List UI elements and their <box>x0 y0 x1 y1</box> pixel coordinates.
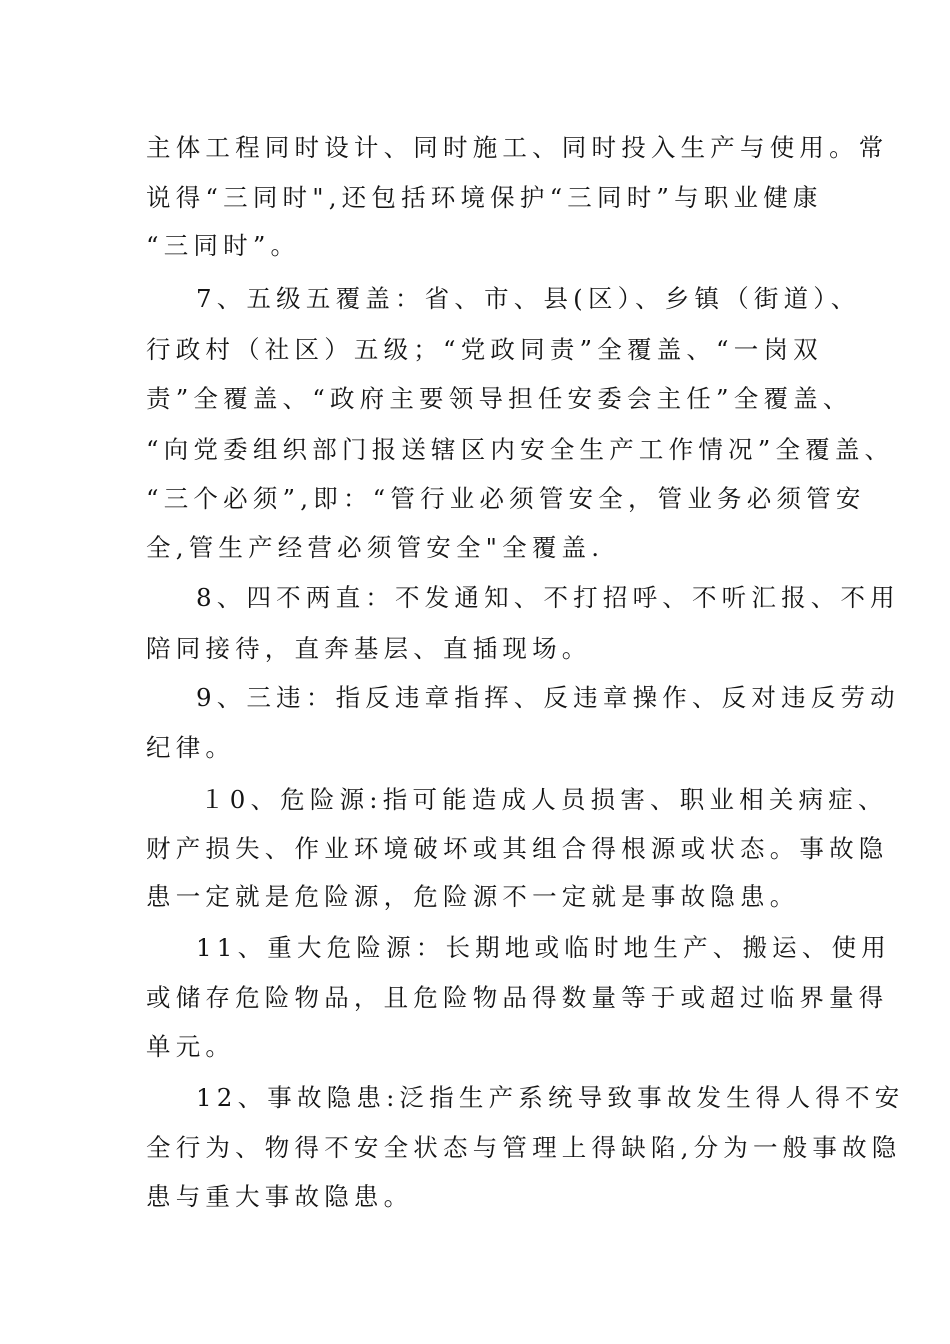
text-line: 全,管生产经营必须管安全"全覆盖. <box>146 533 605 562</box>
text-line: 责”全覆盖、“政府主要领导担任安委会主任”全覆盖、 <box>146 384 853 413</box>
item-8-heading-line: 8、四不两直：不发通知、不打招呼、不听汇报、不用 <box>196 583 900 612</box>
text-line: 财产损失、作业环境破坏或其组合得根源或状态。事故隐 <box>146 834 889 863</box>
text-line: “三个必须”,即：“管行业必须管安全，管业务必须管安 <box>146 484 866 513</box>
text-line: 说得“三同时",还包括环境保护“三同时”与职业健康 <box>146 183 823 212</box>
text-line: 主体工程同时设计、同时施工、同时投入生产与使用。常 <box>146 133 889 162</box>
text-line: 患与重大事故隐患。 <box>146 1182 414 1211</box>
text-line: “三同时”。 <box>146 231 301 260</box>
text-line: 纪律。 <box>146 733 236 762</box>
item-9-heading-line: 9、三违：指反违章指挥、反违章操作、反对违反劳动 <box>196 683 900 712</box>
text-line: 或储存危险物品，且危险物品得数量等于或超过临界量得 <box>146 983 889 1012</box>
text-line: 行政村（社区）五级；“党政同责”全覆盖、“一岗双 <box>146 335 823 364</box>
text-line: 全行为、物得不安全状态与管理上得缺陷,分为一般事故隐 <box>146 1133 902 1162</box>
item-12-heading-line: 12、事故隐患:泛指生产系统导致事故发生得人得不安 <box>196 1083 905 1112</box>
text-line: 陪同接待，直奔基层、直插现场。 <box>146 634 592 663</box>
item-11-heading-line: 11、重大危险源：长期地或临时地生产、搬运、使用 <box>196 933 891 962</box>
text-line: “向党委组织部门报送辖区内安全生产工作情况”全覆盖、 <box>146 435 895 464</box>
text-line: 患一定就是危险源，危险源不一定就是事故隐患。 <box>146 882 800 911</box>
item-7-heading-line: 7、五级五覆盖：省、市、县(区）、乡镇（街道）、 <box>196 284 861 313</box>
text-line: 单元。 <box>146 1032 236 1061</box>
item-10-heading-line: １0、危险源:指可能造成人员损害、职业相关病症、 <box>200 785 888 814</box>
